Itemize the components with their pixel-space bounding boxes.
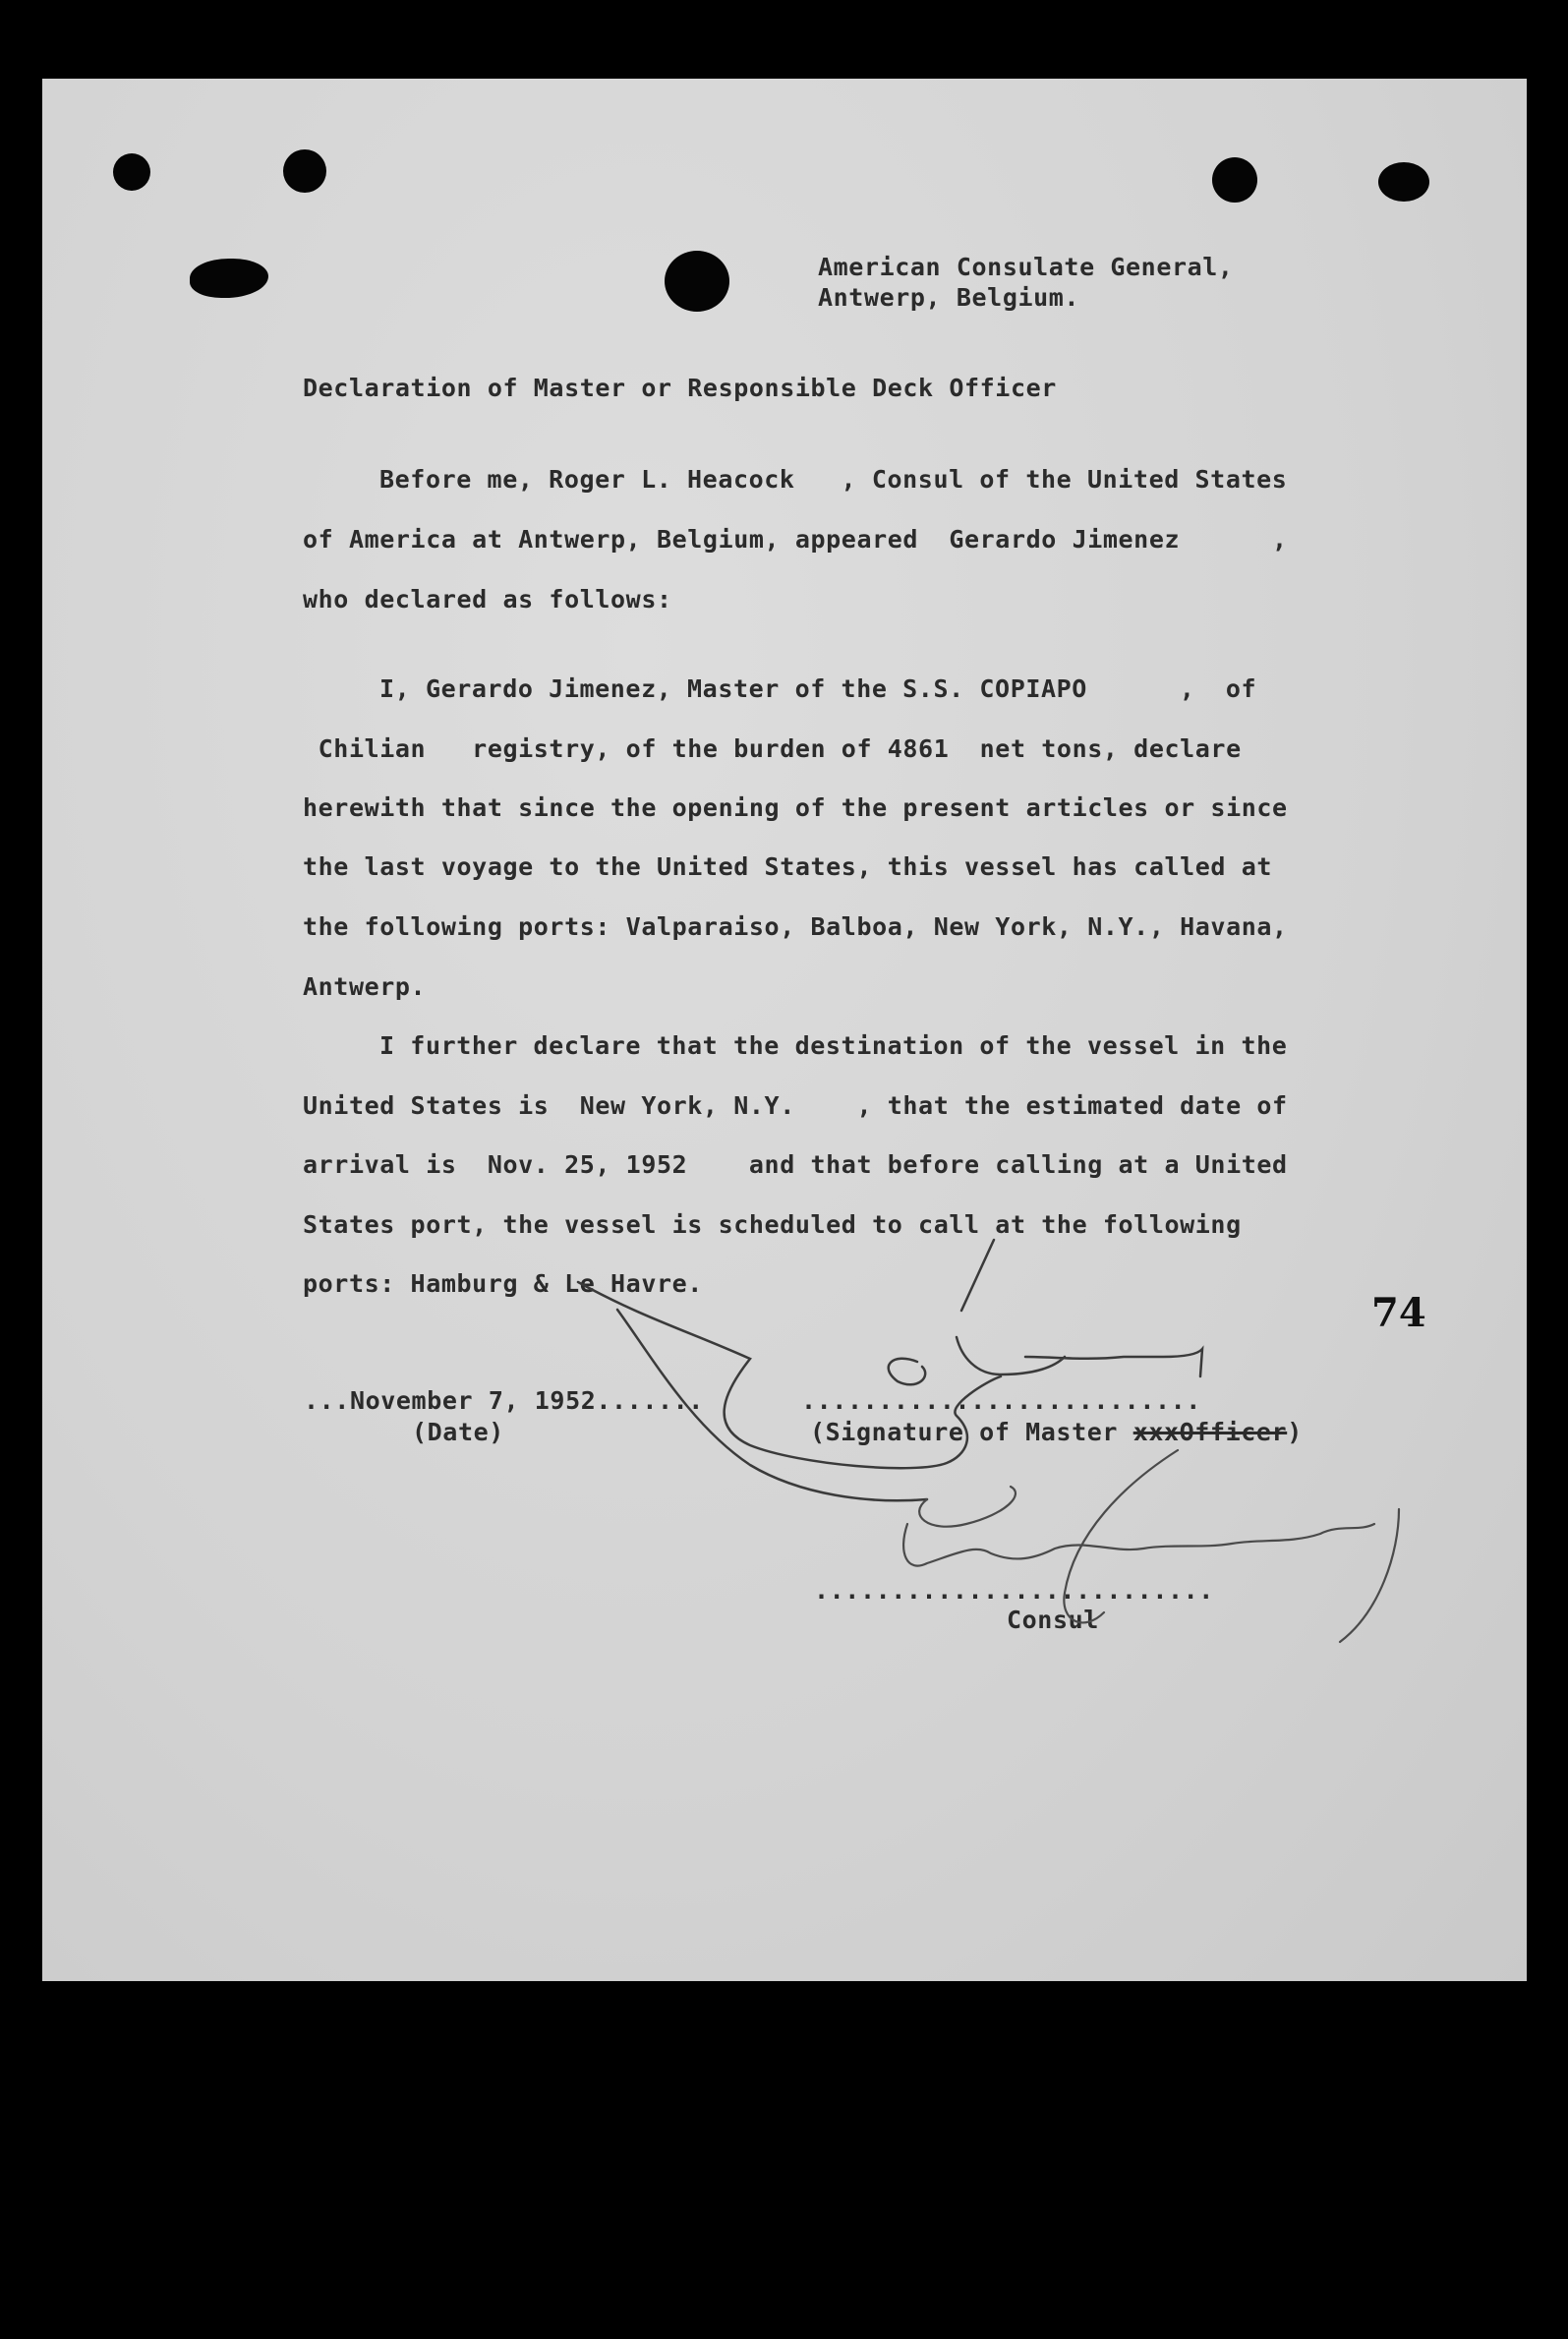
body-line: who declared as follows: [303, 585, 672, 614]
consulate-location: Antwerp, Belgium. [818, 283, 1080, 312]
consul-label: Consul [1007, 1606, 1099, 1634]
master-signature-line: .......................... [801, 1386, 1201, 1415]
master-signature [42, 79, 1527, 1981]
date-label: (Date) [412, 1418, 504, 1446]
body-line: I further declare that the destination of the vessel in the [379, 1031, 1288, 1060]
body-line: I, Gerardo Jimenez, Master of the S.S. COPIAPO , of [379, 674, 1257, 703]
body-line: the following ports: Valparaiso, Balboa, New York, N.Y., Havana, [303, 912, 1288, 941]
body-line: Antwerp. [303, 972, 427, 1001]
consulate-name: American Consulate General, [818, 253, 1234, 281]
body-line: United States is New York, N.Y. , that the estimated date of [303, 1091, 1288, 1120]
struck-text: xxxOfficer [1132, 1418, 1288, 1446]
master-signature-label: (Signature of Master xxxOfficer) [810, 1418, 1303, 1446]
body-line: Before me, Roger L. Heacock , Consul of the United States [379, 465, 1288, 494]
page-number: 74 [1371, 1290, 1426, 1336]
body-line: the last voyage to the United States, this vessel has called at [303, 852, 1273, 881]
consul-signature-line: .......................... [814, 1576, 1214, 1605]
document-title: Declaration of Master or Responsible Deck Officer [303, 374, 1057, 402]
body-line: arrival is Nov. 25, 1952 and that before calling at a United [303, 1150, 1288, 1179]
body-line: ports: Hamburg & Le Havre. [303, 1269, 703, 1298]
date-value: ...November 7, 1952....... [304, 1386, 704, 1415]
document-sheet [42, 79, 1527, 1981]
body-line: States port, the vessel is scheduled to call at the following [303, 1210, 1242, 1239]
body-line: Chilian registry, of the burden of 4861 net tons, declare [303, 734, 1242, 763]
body-line: of America at Antwerp, Belgium, appeared Gerardo Jimenez , [303, 525, 1288, 554]
body-line: herewith that since the opening of the present articles or since [303, 793, 1288, 822]
